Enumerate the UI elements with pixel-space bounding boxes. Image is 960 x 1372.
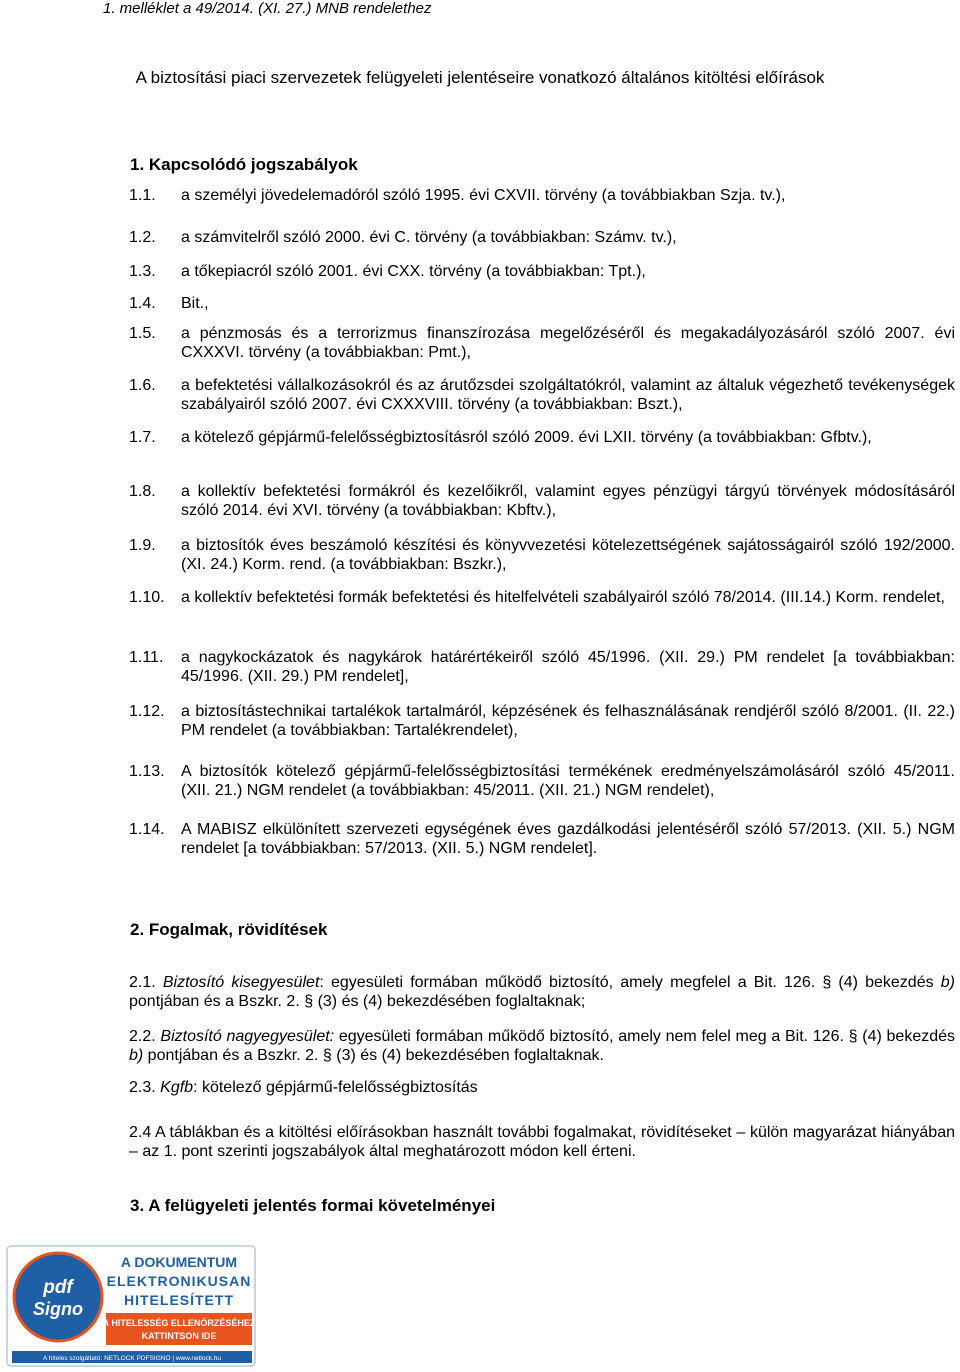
definition-term: Kgfb	[160, 1079, 194, 1096]
badge-line-1: A DOKUMENTUM	[120, 1254, 238, 1270]
list-item-text: a tőkepiacról szóló 2001. évi CXX. törvény (a továbbiakban: Tpt.),	[181, 263, 646, 280]
badge-line-5: KATTINTSON IDE	[141, 1331, 217, 1341]
list-item-number: 1.3.	[129, 263, 156, 280]
logo-text-bottom: Signo	[33, 1299, 83, 1319]
list-item-number: 1.4.	[129, 295, 156, 312]
list-item-number: 1.8.	[129, 483, 156, 500]
list-item-number: 1.10.	[129, 589, 165, 606]
definition-text: (4) bekezdés	[831, 974, 941, 991]
paragraph-sign: §	[822, 974, 832, 991]
list-item-number: 1.12.	[129, 703, 165, 720]
list-item-number: 1.5.	[129, 325, 156, 342]
list-item-number: 1.11.	[129, 649, 164, 666]
list-item-text: a kollektív befektetési formákról és kezelőikről, valamint egyes pénzügyi tárgyú törvények módosításáról szóló 2014. évi XVI. törvény (a továbbiakban: Kbftv.),	[181, 483, 955, 519]
definition-text: : kötelező gépjármű-felelősségbiztosítás	[193, 1079, 478, 1096]
list-item-text: a személyi jövedelemadóról szóló 1995. évi CXVII. törvény (a továbbiakban Szja. tv.),	[181, 187, 786, 204]
paragraph-sign: §	[848, 1028, 858, 1045]
list-item-number: 1.9.	[129, 537, 156, 554]
list-item-text: Bit.,	[181, 295, 209, 312]
list-item-text: a nagykockázatok és nagykárok határértékeiről szóló 45/1996. (XII. 29.) PM rendelet [a továbbiakban: 45/1996. (XII. 29.) PM rendelet],	[181, 649, 955, 685]
list-item-text: a kollektív befektetési formák befektetési és hitelfelvételi szabályairól szóló 78/2014. (III.14.) Korm. rendelet,	[181, 589, 945, 606]
definition-text: pontjában és a Bszkr. 2.	[129, 993, 305, 1010]
definition-emphasis: b)	[940, 974, 955, 991]
list-item-text: a pénzmosás és a terrorizmus finanszírozása megelőzéséről és megakadályozásáról szóló 2007. évi CXXXVI. törvény (a továbbiakban: Pmt.),	[181, 325, 955, 361]
logo-text-top: pdf	[43, 1277, 73, 1298]
list-item-text: a kötelező gépjármű-felelősségbiztosításról szóló 2009. évi LXII. törvény (a továbbiakban: Gfbtv.),	[181, 429, 872, 446]
section-1-heading: 1. Kapcsolódó jogszabályok	[130, 155, 358, 174]
list-item-number: 1.1.	[129, 187, 156, 204]
definition-text: pontjában és a Bszkr. 2.	[143, 1047, 323, 1064]
definition-number: 2.3.	[129, 1079, 156, 1096]
section-3-heading: 3. A felügyeleti jelentés formai követelményei	[130, 1196, 496, 1215]
definition-text: egyesületi formában működő biztosító, amely megfelel a Bit. 126.	[323, 974, 823, 991]
annex-header: 1. melléklet a 49/2014. (XI. 27.) MNB rendelethez	[103, 0, 432, 17]
document-title: A biztosítási piaci szervezetek felügyeleti jelentéseire vonatkozó általános kitöltési előírások	[135, 68, 825, 87]
definition-number: 2.1.	[129, 974, 156, 991]
definition-2-3	[129, 1078, 955, 1097]
list-item-text: a számvitelről szóló 2000. évi C. törvény (a továbbiakban: Számv. tv.),	[181, 229, 677, 246]
definition-2-4: 2.4 A táblákban és a kitöltési előírásokban használt további fogalmakat, rövidítéseket – külön magyarázat hiányában – az 1. pont szerinti jogszabályok által meghatározott módon kell érteni.	[129, 1124, 955, 1160]
list-item-number: 1.6.	[129, 377, 156, 394]
list-item-text: A MABISZ elkülönített szervezeti egységének éves gazdálkodási jelentéséről szóló 57/2013. (XII. 5.) NGM rendelet [a továbbiakban: 57/2013. (XII. 5.) NGM rendelet].	[181, 821, 955, 857]
definition-text: (3) és (4) bekezdésében foglaltaknak;	[313, 993, 586, 1010]
list-item-text: a biztosítástechnikai tartalékok tartalmáról, képzésének és felhasználásának rendjéről szóló 8/2001. (II. 22.) PM rendelet (a továbbiakban: Tartalékrendelet),	[181, 703, 955, 739]
list-item-number: 1.7.	[129, 429, 156, 446]
definition-text: egyesületi formában működő biztosító, amely nem felel meg a Bit. 126.	[334, 1028, 849, 1045]
list-item-number: 1.2.	[129, 229, 156, 246]
badge-line-2: ELEKTRONIKUSAN	[106, 1273, 252, 1289]
definition-number: 2.2.	[129, 1028, 156, 1045]
definition-text: (4) bekezdés	[857, 1028, 956, 1045]
definition-colon: :	[319, 974, 324, 991]
paragraph-sign: §	[322, 1047, 332, 1064]
definition-text: (3) és (4) bekezdésében foglaltaknak.	[331, 1047, 604, 1064]
list-item-number: 1.14.	[129, 821, 165, 838]
definition-2-1	[129, 973, 955, 1011]
list-item-text: A biztosítók kötelező gépjármű-felelősségbiztosítási termékének eredményelszámolásáról szóló 45/2011. (XII. 21.) NGM rendelet (a továbbiakban: 45/2011. (XII. 21.) NGM rendelet),	[181, 763, 955, 799]
paragraph-sign: §	[304, 993, 314, 1010]
pdfsigno-verification-badge[interactable]	[6, 1245, 256, 1367]
list-item-number: 1.13.	[129, 763, 165, 780]
badge-line-4: A HITELESSÉG ELLENŐRZÉSÉHEZ	[102, 1318, 256, 1328]
section-2-heading: 2. Fogalmak, rövidítések	[130, 920, 328, 939]
definition-term: Biztosító kisegyesület	[162, 974, 320, 991]
definition-term: Biztosító nagyegyesület:	[160, 1028, 335, 1045]
definition-2-2	[129, 1027, 955, 1065]
badge-line-3: HITELESÍTETT	[124, 1292, 234, 1308]
badge-footer: A hiteles szolgáltató: NETLOCK PDFSIGNO | www.netlock.hu	[43, 1355, 221, 1362]
list-item-text: a biztosítók éves beszámoló készítési és könyvvezetési kötelezettségének sajátosságairól szóló 192/2000. (XI. 24.) Korm. rend. (a továbbiakban: Bszkr.),	[181, 537, 955, 573]
list-item-text: a befektetési vállalkozásokról és az árutőzsdei szolgáltatókról, valamint az általuk végezhető tevékenységek szabályairól szóló 2007. évi CXXXVIII. törvény (a továbbiakban: Bszt.),	[181, 377, 955, 413]
definition-emphasis: b)	[129, 1047, 144, 1064]
pdfsigno-badge-graphic	[6, 1245, 256, 1367]
